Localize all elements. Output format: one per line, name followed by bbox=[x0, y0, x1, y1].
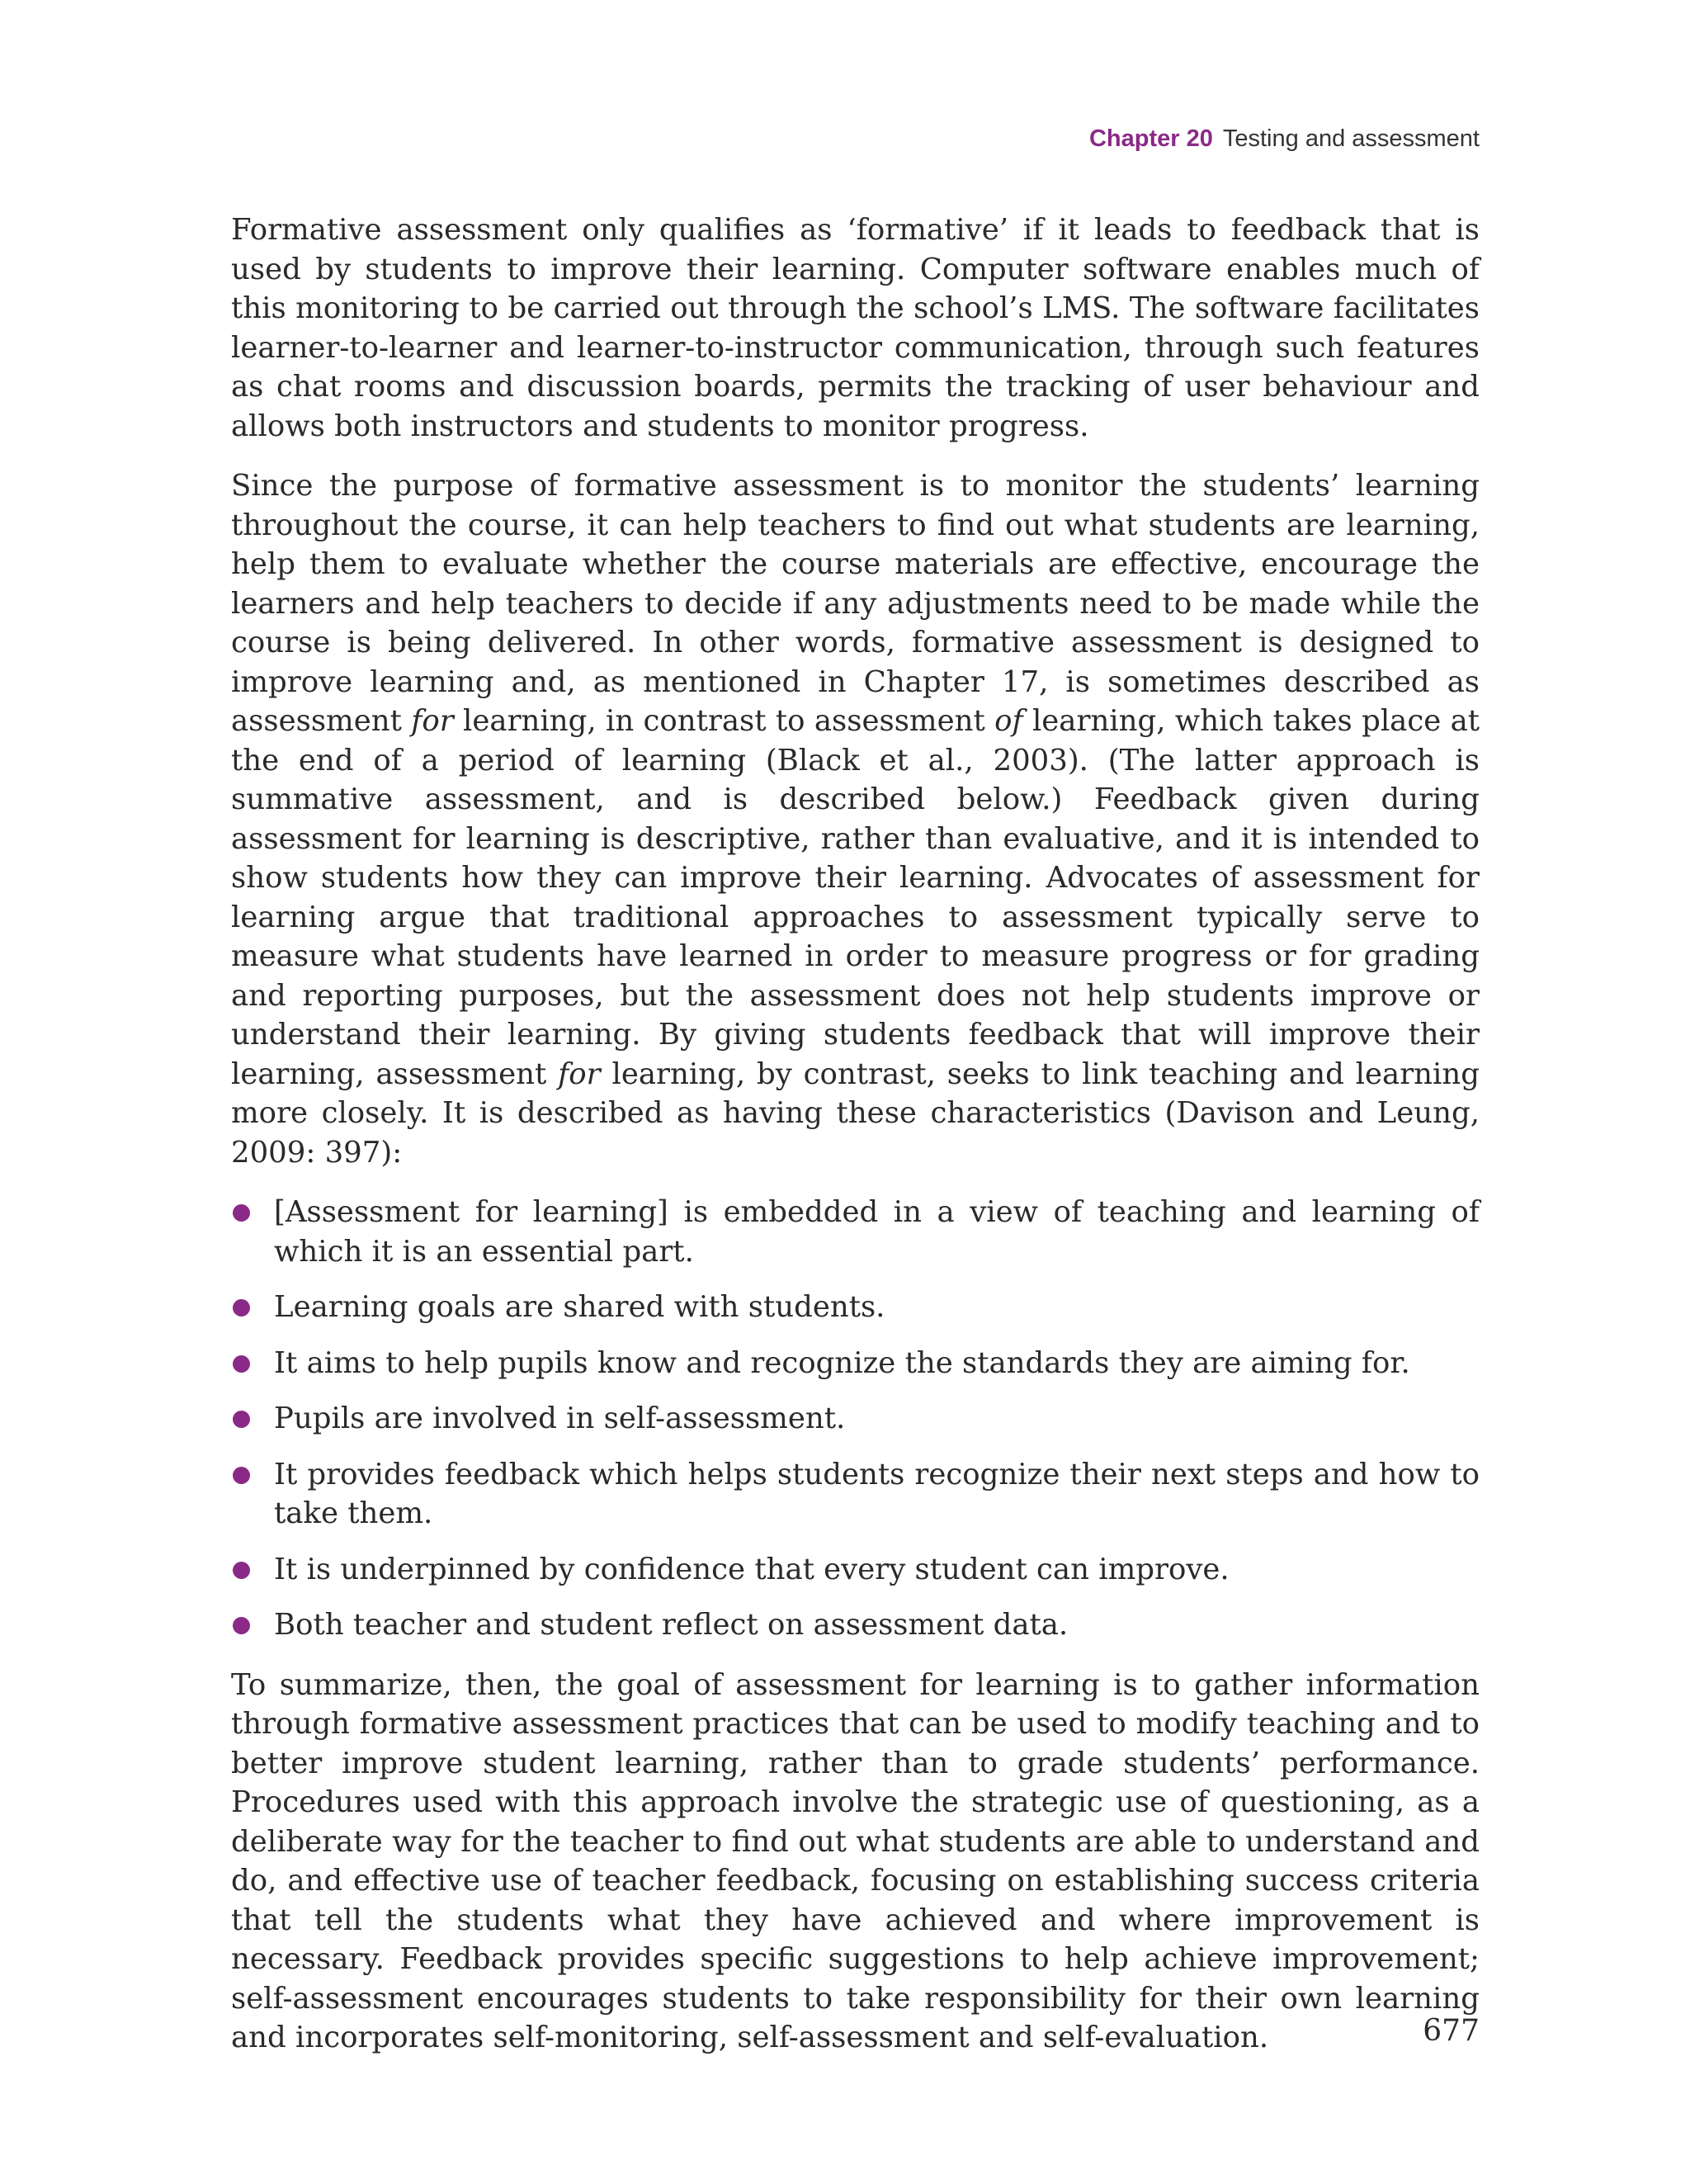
list-item-text: [Assessment for learning] is embedded in a view of teaching and learning of which it is an essential part. bbox=[274, 1195, 1480, 1269]
paragraph-text-segment: learning, by contrast, seeks to link teaching and learning more closely. It is described as having these characteristics (Davison and Leung, 2009: 397): bbox=[231, 1057, 1480, 1170]
paragraph-text-segment: learning, which takes place at the end of a period of learning (Black et al., 2003). (The latter approach is summative assessment, and is described below.) Feedback given during assessment for learning is descriptive, rather than evaluative, and it is intended to show students how they can improve their learning. Advocates of assessment for learning argue that traditional approaches to assessment typically serve to measure what students have learned in order to measure progress or for grading and reporting purposes, but the assessment does not help students improve or understand their learning. By giving students feedback that will improve their learning, assessment bbox=[231, 704, 1480, 1091]
running-header bbox=[1089, 125, 1480, 153]
bullet-dot-icon bbox=[233, 1204, 250, 1222]
paragraph-summary: To summarize, then, the goal of assessment for learning is to gather information through formative assessment practices that can be used to modify teaching and to better improve student learning, rather than to grade students’ performance. Procedures used with this approach involve the strategic use of questioning, as a deliberate way for the teacher to find out what students are able to understand and do, and effective use of teacher feedback, focusing on establishing success criteria that tell the students what they have achieved and where improvement is necessary. Feedback provides specific suggestions to help achieve improvement; self-assessment encourages students to take responsibility for their own learning and incorporates self-monitoring, self-assessment and self-evaluation. bbox=[231, 1667, 1480, 2054]
bullet-dot-icon bbox=[233, 1562, 250, 1579]
bullet-dot-icon bbox=[233, 1355, 250, 1373]
list-item bbox=[231, 1455, 1480, 1534]
chapter-label: Chapter 20 bbox=[1088, 125, 1213, 152]
list-item bbox=[231, 1193, 1480, 1271]
list-item-text: Learning goals are shared with students. bbox=[274, 1290, 885, 1324]
bullet-dot-icon bbox=[233, 1617, 250, 1634]
list-item bbox=[231, 1605, 1480, 1645]
bullet-dot-icon bbox=[233, 1411, 250, 1428]
emphasis-of: of bbox=[994, 704, 1023, 738]
paragraph-text-segment: Since the purpose of formative assessment is to monitor the students’ learning throughout the course, it can help teachers to find out what students are learning, help them to evaluate whether the course materials are effective, encourage the learners and help teachers to decide if any adjustments need to be made while the course is being delivered. In other words, formative assessment is designed to improve learning and, as mentioned in Chapter 17, is sometimes described as assessment bbox=[231, 469, 1480, 738]
list-item bbox=[231, 1288, 1480, 1327]
emphasis-for: for bbox=[411, 704, 454, 738]
list-item bbox=[231, 1399, 1480, 1439]
bullet-dot-icon bbox=[233, 1467, 250, 1484]
page-number: 677 bbox=[1423, 2014, 1480, 2048]
bullet-dot-icon bbox=[233, 1299, 250, 1317]
list-item-text: It provides feedback which helps students recognize their next steps and how to take them. bbox=[274, 1457, 1480, 1530]
list-item bbox=[231, 1344, 1480, 1383]
list-item bbox=[231, 1550, 1480, 1590]
list-item-text: It is underpinned by confidence that every student can improve. bbox=[274, 1552, 1230, 1586]
paragraph-formative-definition: Formative assessment only qualifies as ‘formative’ if it leads to feedback that is used by students to improve their learning. Computer software enables much of this monitoring to be carried out through the school’s LMS. The software facilitates learner-to-learner and learner-to-instructor communication, through such features as chat rooms and discussion boards, permits the tracking of user behaviour and allows both instructors and students to monitor progress. bbox=[231, 213, 1480, 443]
list-item-text: Pupils are involved in self-assessment. bbox=[274, 1402, 846, 1435]
paragraph-text-segment: learning, in contrast to assessment bbox=[453, 704, 995, 738]
list-item-text: Both teacher and student reflect on assessment data. bbox=[274, 1608, 1069, 1642]
list-item-text: It aims to help pupils know and recognize the standards they are aiming for. bbox=[274, 1345, 1410, 1380]
paragraph-formative-purpose bbox=[231, 466, 1480, 1172]
emphasis-for: for bbox=[558, 1057, 601, 1091]
body-text bbox=[231, 210, 1480, 2078]
characteristics-list bbox=[231, 1193, 1480, 1645]
chapter-title: Testing and assessment bbox=[1222, 125, 1480, 152]
